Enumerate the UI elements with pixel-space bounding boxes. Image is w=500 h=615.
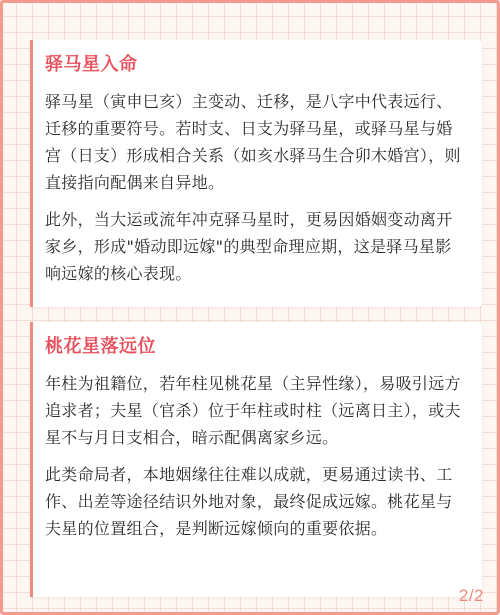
section-paragraph: 驿马星（寅申巳亥）主变动、迁移，是八字中代表远行、迁移的重要符号。若时支、日支为驿马星，或驿马星与婚宫（日支）形成相合关系（如亥水驿马生合卯木婚宫），则直接指向配偶来自异地。 <box>45 92 461 192</box>
section-paragraph: 此外，当大运或流年冲克驿马星时，更易因婚姻变动离开家乡，形成"婚动即远嫁"的典型命理应期，这是驿马星影响远嫁的核心表现。 <box>45 210 453 283</box>
section-paragraph: 年柱为祖籍位，若年柱见桃花星（主异性缘），易吸引远方追求者；夫星（官杀）位于年柱或时柱（远离日主），或夫星不与月日支相合，暗示配偶离家乡远。 <box>45 374 461 447</box>
section-title: 驿马星入命 <box>45 54 138 75</box>
section-card-yima <box>30 40 482 307</box>
section-paragraph: 此类命局者，本地姻缘往往难以成就，更易通过读书、工作、出差等途径结识外地对象，最终促成远嫁。桃花星与夫星的位置组合，是判断远嫁倾向的重要依据。 <box>45 465 453 538</box>
section-title: 桃花星落远位 <box>45 336 156 357</box>
page-number: 2/2 <box>458 586 484 605</box>
section-card-taohua <box>30 322 482 597</box>
